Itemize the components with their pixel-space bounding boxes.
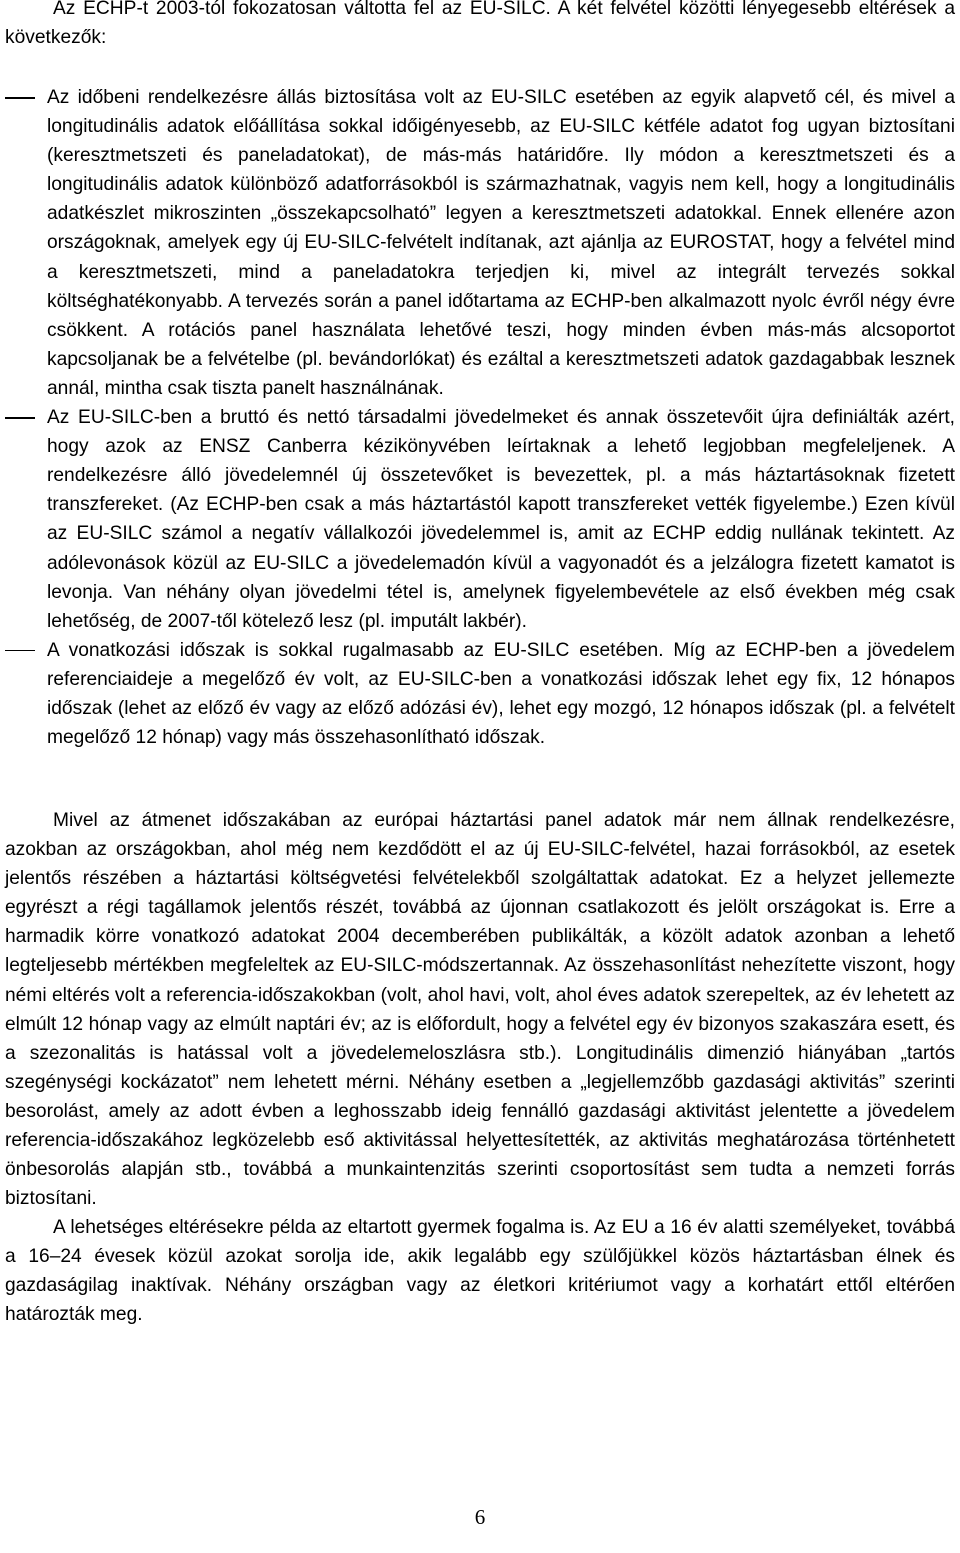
intro-text: Az ECHP-t 2003-tól fokozatosan váltotta fel az EU-SILC. A két felvétel közötti lényegesebb eltérések a következők: [5,0,955,49]
body-paragraph-1 [5,806,955,1213]
differences-list [5,83,955,752]
page-number: 6 [474,1505,486,1529]
list-item-text: Az időbeni rendelkezésre állás biztosítása volt az EU-SILC esetében az egyik alapvető cél, és mivel a longitudinális adatok előállítása sokkal időigényesebb, az EU-SILC kétféle adatot fog ugyan biztosítani (keresztmetszeti és paneladatokat), de más-más határidőre. Ily módon a keresztmetszeti és a longitudinális adatok különböző adatforrásokból is származhatnak, vagyis nem kell, hogy a longitudinális adatkészlet mikroszinten „összekapcsolható” legyen a keresztmetszeti adatokkal. Ennek ellenére azon országoknak, amelyek egy új EU-SILC-felvételt indítanak, azt ajánlja az EUROSTAT, hogy a felvétel mind a keresztmetszeti, mind a paneladatokra terjedjen ki, mivel az integrált tervezés sokkal költséghatékonyabb. A tervezés során a panel időtartama az ECHP-ben alkalmazott nyolc évről négy évre csökkent. A rotációs panel használata lehetővé teszi, hogy minden évben más-más alcsoportot kapcsoljanak be a felvételbe (pl. bevándorlókat) és ezáltal a keresztmetszeti adatok gazdagabbak lesznek annál, mintha csak tiszta panelt használnának. [47,87,955,399]
list-item-text: Az EU-SILC-ben a bruttó és nettó társadalmi jövedelmeket és annak összetevőit újra definiálták azért, hogy azok az ENSZ Canberra kézikönyvében leírtaknak a lehető legjobban megfeleljenek. A rendelkezésre álló jövedelemnél új összetevőket is bevezettek, pl. a más háztartásoknak fizetett transzfereket. (Az ECHP-ben csak a más háztartástól kapott transzfereket vették figyelembe.) Ezen kívül az EU-SILC számol a negatív vállalkozói jövedelemmel is, amit az ECHP eddig nullának tekintett. Az adólevonások közül az EU-SILC a jövedelemadón kívül a vagyonadót és a jelzálogra fizetett kamatot is levonja. Van néhány olyan jövedelmi tétel is, amelynek figyelembevétele az első években még csak lehetőség, de 2007-től kötelező lesz (pl. imputált lakbér). [47,407,955,632]
dash-bullet-icon [5,417,35,419]
paragraph-text: A lehetséges eltérésekre példa az eltartott gyermek fogalma is. Az EU a 16 év alatti személyeket, továbbá a 16–24 évesek közül azokat sorolja ide, akik legalább egy szülőjükkel közös háztartásban élnek és gazdaságilag inaktívak. Néhány országban vagy az életkori kritériumot vagy a korhatárt ettől eltérően határozták meg. [5,1217,955,1326]
body-paragraph-2 [5,1213,955,1329]
dash-bullet-icon [5,650,35,652]
dash-bullet-icon [5,97,35,99]
list-item [5,83,955,403]
paragraph-text: Mivel az átmenet időszakában az európai háztartási panel adatok már nem állnak rendelkezésre, azokban az országokban, ahol még nem kezdődött el az új EU-SILC-felvétel, hazai forrásokból, az esetek jelentős részében a háztartási költségvetési felvételekből szolgáltattak adatokat. Ez a helyzet jellemezte egyrészt a régi tagállamok jelentős részét, továbbá az újonnan csatlakozott és jelölt országokat is. Erre a harmadik körre vonatkozó adatokat 2004 decemberében publikálták, a közölt adatok azonban a lehető legteljesebb mértékben megfeleltek az EU-SILC-módszertannak. Az összehasonlítást nehezítette viszont, hogy némi eltérés volt a referencia-időszakokban (volt, ahol havi, volt, ahol éves adatok szerepeltek, az év lehetett az elmúlt 12 hónap vagy az elmúlt naptári év; az is előfordult, hogy a felvétel egy év bizonyos szakaszára esett, és a szezonalitás is hatással volt a jövedelemeloszlásra stb.). Longitudinális dimenzió hiányában „tartós szegénységi kockázatot” nem lehetett mérni. Néhány esetben a „legjellemzőbb gazdasági aktivitás” szerinti besorolást, amely az adott évben a leghosszabb ideig fennálló gazdasági aktivitást jelentette a jövedelem referencia-időszakához legközelebb eső aktivitással helyettesítették, az aktivitás meghatározása történhetett önbesorolás alapján stb., továbbá a munkaintenzitás szerinti csoportosítást sem tudta a nemzeti forrás biztosítani. [5,810,955,1210]
list-item-text: A vonatkozási időszak is sokkal rugalmasabb az EU-SILC esetében. Míg az ECHP-ben a jövedelem referenciaideje a megelőző év volt, az EU-SILC-ben a vonatkozási időszak lehet egy fix, 12 hónapos időszak (lehet az előző év vagy az előző adózási év), lehet egy mozgó, 12 hónapos időszak (pl. a felvételt megelőző 12 hónap) vagy más összehasonlítható időszak. [47,639,955,749]
intro-paragraph [5,0,955,52]
list-item [5,403,955,636]
list-item [5,636,955,752]
